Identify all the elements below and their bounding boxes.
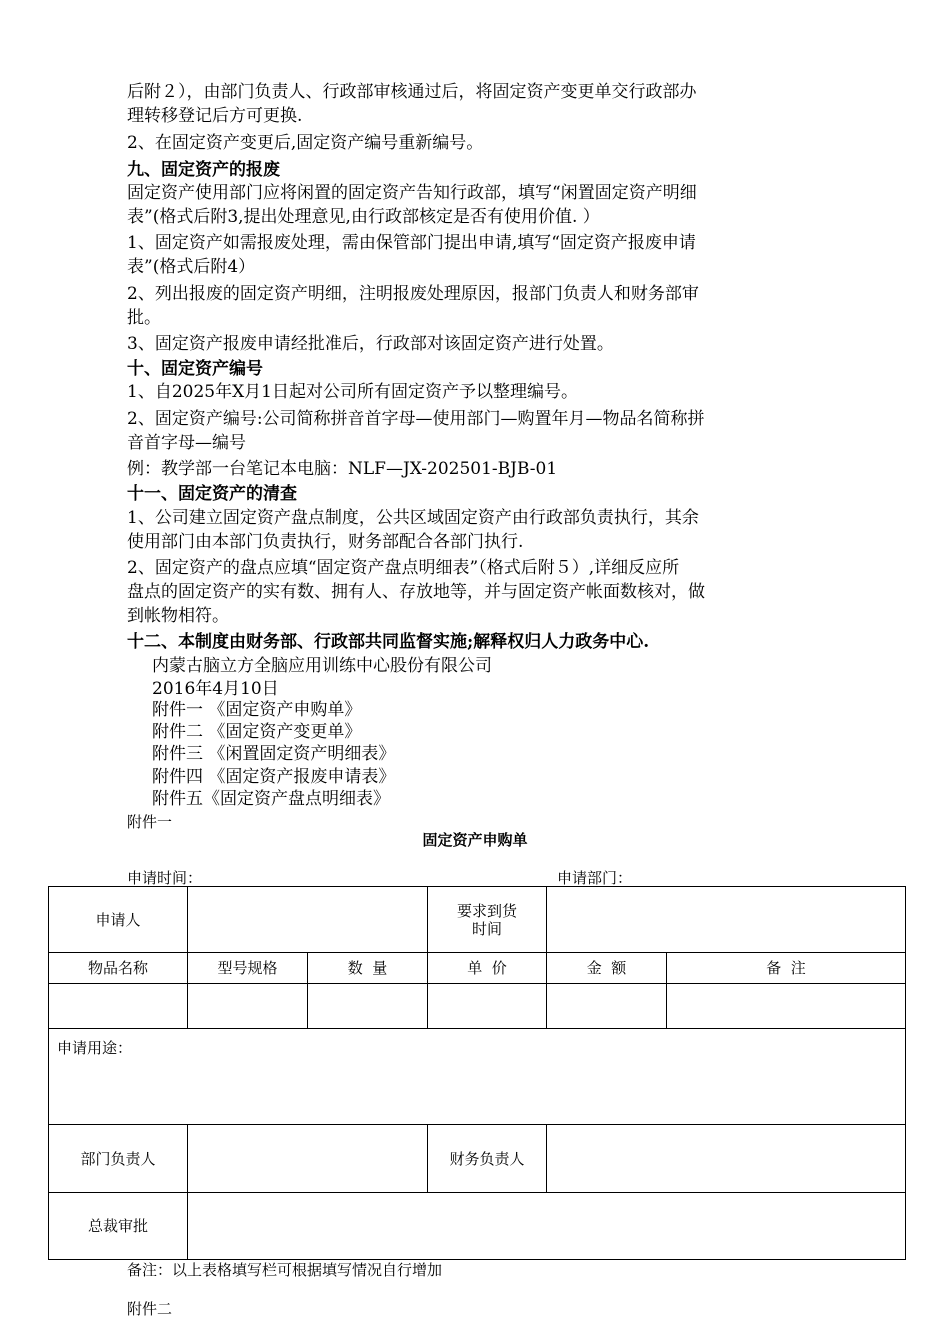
column-header: 单 价 [428,953,547,984]
column-header: 金 额 [547,953,667,984]
dept-head-label: 部门负责人 [49,1125,188,1193]
attachment-list-item: 附件三 《闲置固定资产明细表》 [152,744,396,764]
column-header: 物品名称 [49,953,188,984]
body-line: 2、固定资产编号:公司简称拼音首字母—使用部门—购置年月—物品名简称拼 [127,409,705,429]
attachment-list-item: 附件五《固定资产盘点明细表》 [152,789,390,809]
delivery-time-text: 要求到货时间 [456,901,517,938]
purpose-field[interactable] [49,1029,906,1125]
body-line: 表”(格式后附3,提出处理意见,由行政部核定是否有使用价值. ） [127,207,600,227]
column-header: 备 注 [667,953,906,984]
attachment-list-item: 附件二 《固定资产变更单》 [152,722,362,742]
body-line: 盘点的固定资产的实有数、拥有人、存放地等，并与固定资产帐面数核对，做 [127,582,705,602]
column-header: 型号规格 [188,953,308,984]
finance-head-label: 财务负责人 [428,1125,547,1193]
delivery-time-field[interactable] [547,887,906,953]
attachment-list-item: 附件一 《固定资产申购单》 [152,700,362,720]
document-date: 2016年4月10日 [152,679,279,699]
section-heading-9: 九、固定资产的报废 [127,160,280,180]
form-note: 备注：以上表格填写栏可根据填写情况自行增加 [127,1261,443,1279]
body-line: 固定资产使用部门应将闲置的固定资产告知行政部，填写“闲置固定资产明细 [127,183,697,203]
purchase-request-form [48,886,906,1260]
body-line: 到帐物相符。 [127,606,229,626]
applicant-label: 申请人 [49,887,188,953]
body-line: 表”(格式后附4） [127,257,256,277]
body-line: 1、公司建立固定资产盘点制度，公共区域固定资产由行政部负责执行，其余 [127,508,699,528]
dept-head-field[interactable] [188,1125,428,1193]
applicant-field[interactable] [188,887,428,953]
body-line: 1、固定资产如需报废处理，需由保管部门提出申请,填写“固定资产报废申请 [127,233,696,253]
body-line: 使用部门由本部门负责执行，财务部配合各部门执行. [127,532,524,552]
apply-time-label: 申请时间： [127,869,203,887]
body-line: 后附２），由部门负责人、行政部审核通过后，将固定资产变更单交行政部办 [127,82,697,102]
section-heading-12: 十二、本制度由财务部、行政部共同监督实施;解释权归人力政务中心. [127,632,650,652]
attachment-1-label: 附件一 [127,813,173,831]
attachment-list-item: 附件四 《固定资产报废申请表》 [152,767,396,787]
item-name-cell[interactable] [49,984,188,1029]
purpose-label: 申请用途： [57,1039,133,1057]
model-spec-cell[interactable] [188,984,308,1029]
body-line: 批。 [127,308,161,328]
unit-price-cell[interactable] [428,984,547,1029]
finance-head-field[interactable] [547,1125,906,1193]
ceo-approval-field[interactable] [188,1193,906,1260]
ceo-approval-label: 总裁审批 [49,1193,188,1260]
body-line: 2、在固定资产变更后,固定资产编号重新编号。 [127,133,484,153]
amount-cell[interactable] [547,984,667,1029]
form-title: 固定资产申购单 [422,831,528,849]
remarks-cell[interactable] [667,984,906,1029]
apply-dept-label: 申请部门： [557,869,633,887]
column-header: 数 量 [308,953,428,984]
body-line: 2、固定资产的盘点应填“固定资产盘点明细表”（格式后附５）,详细反应所 [127,558,680,578]
section-heading-11: 十一、固定资产的清查 [127,484,297,504]
body-line: 3、固定资产报废申请经批准后，行政部对该固定资产进行处置。 [127,334,614,354]
body-line: 音首字母—编号 [127,433,246,453]
quantity-cell[interactable] [308,984,428,1029]
delivery-time-label [428,887,547,953]
body-line: 1、自2025年X月1日起对公司所有固定资产予以整理编号。 [127,382,578,402]
attachment-2-label: 附件二 [127,1300,173,1318]
body-line: 例：教学部一台笔记本电脑：NLF—JX-202501-BJB-01 [127,459,558,479]
company-name: 内蒙古脑立方全脑应用训练中心股份有限公司 [152,656,492,676]
body-line: 理转移登记后方可更换. [127,106,303,126]
body-line: 2、列出报废的固定资产明细，注明报废处理原因，报部门负责人和财务部审 [127,284,699,304]
section-heading-10: 十、固定资产编号 [127,359,263,379]
